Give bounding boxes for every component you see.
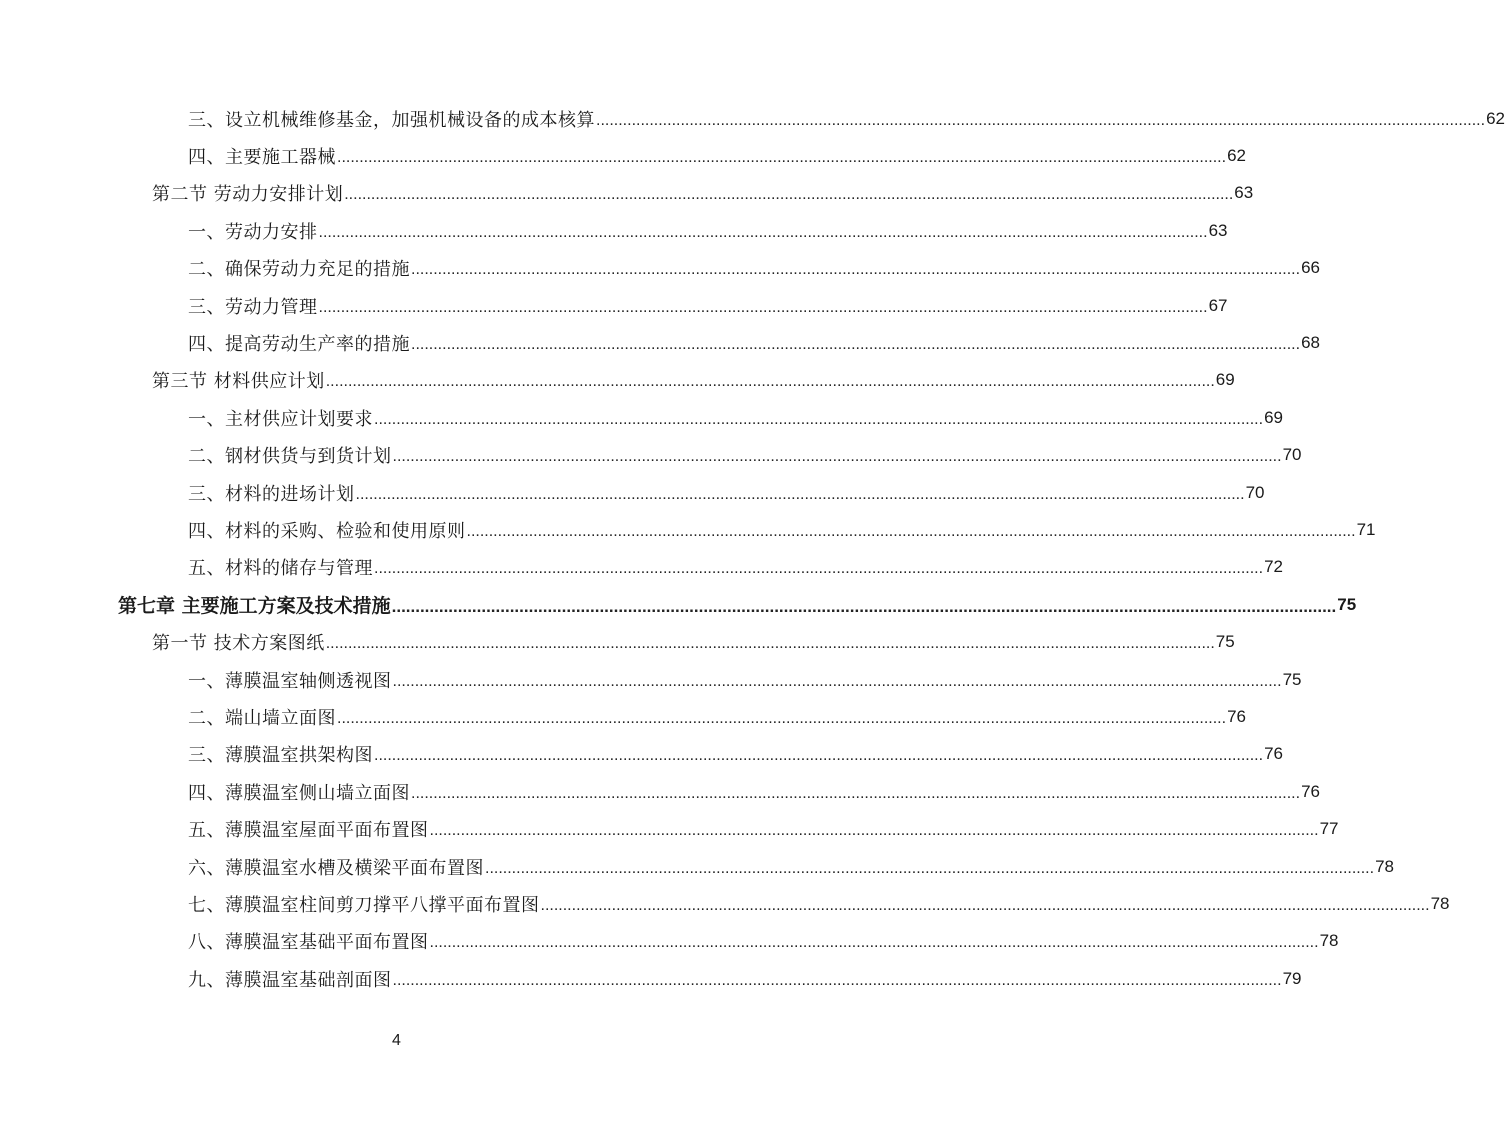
toc-entry-page: 70 bbox=[1245, 482, 1265, 502]
toc-leader-dots: ........................................................................................................................................................................................................ bbox=[429, 934, 1319, 952]
toc-entry-title: 四、提高劳动生产率的措施 bbox=[188, 333, 410, 355]
toc-leader-dots: ........................................................................................................................................................................................................ bbox=[466, 522, 1356, 540]
toc-entry-item[interactable] bbox=[188, 437, 1302, 474]
toc-entry-item[interactable] bbox=[188, 848, 1394, 885]
toc-entry-page: 70 bbox=[1282, 445, 1302, 465]
toc-entry-title: 二、确保劳动力充足的措施 bbox=[188, 259, 410, 281]
toc-entry-item[interactable] bbox=[188, 736, 1283, 773]
toc-entry-item[interactable] bbox=[188, 511, 1376, 548]
toc-entry-title: 五、材料的储存与管理 bbox=[188, 558, 373, 580]
toc-entry-page: 77 bbox=[1319, 819, 1339, 839]
toc-entry-item[interactable] bbox=[188, 250, 1320, 287]
toc-entry-page: 76 bbox=[1301, 781, 1320, 801]
toc-leader-dots: ........................................................................................................................................................................................................ bbox=[411, 335, 1301, 353]
toc-leader-dots: ........................................................................................................................................................................................................ bbox=[337, 709, 1227, 727]
toc-entry-item[interactable] bbox=[188, 960, 1302, 997]
toc-entry-title: 三、设立机械维修基金，加强机械设备的成本核算 bbox=[188, 109, 595, 131]
toc-entry-page: 69 bbox=[1215, 370, 1235, 390]
toc-leader-dots: ........................................................................................................................................................................................................ bbox=[337, 148, 1227, 166]
toc-entry-item[interactable] bbox=[188, 287, 1228, 324]
toc-entry-title: 第七章 主要施工方案及技术措施 bbox=[118, 595, 391, 618]
toc-entry-section[interactable] bbox=[152, 175, 1254, 212]
toc-entry-title: 四、材料的采购、检验和使用原则 bbox=[188, 520, 466, 542]
toc-entry-page: 75 bbox=[1282, 669, 1302, 689]
toc-entry-item[interactable] bbox=[188, 549, 1283, 586]
page-number: 4 bbox=[392, 1032, 401, 1049]
toc-leader-dots: ........................................................................................................................................................................................................ bbox=[485, 859, 1375, 877]
toc-entry-page: 63 bbox=[1208, 220, 1228, 240]
toc-entry-page: 67 bbox=[1208, 295, 1228, 315]
toc-entry-item[interactable] bbox=[188, 324, 1320, 361]
toc-leader-dots: ........................................................................................................................................................................................................ bbox=[540, 896, 1430, 914]
toc-leader-dots: ........................................................................................................................................................................................................ bbox=[325, 373, 1215, 391]
toc-entry-page: 75 bbox=[1337, 594, 1357, 614]
toc-leader-dots: ........................................................................................................................................................................................................ bbox=[392, 971, 1282, 989]
toc-leader-dots: ........................................................................................................................................................................................................ bbox=[325, 635, 1215, 653]
toc-leader-dots: ........................................................................................................................................................................................................ bbox=[318, 223, 1208, 241]
toc-entry-page: 69 bbox=[1264, 407, 1283, 427]
toc-entry-item[interactable] bbox=[188, 137, 1246, 174]
toc-entry-page: 62 bbox=[1227, 145, 1246, 165]
toc-entry-title: 九、薄膜温室基础剖面图 bbox=[188, 969, 392, 991]
toc-leader-dots: ........................................................................................................................................................................................................ bbox=[355, 485, 1245, 503]
toc-entry-page: 76 bbox=[1227, 706, 1246, 726]
toc-entry-title: 一、劳动力安排 bbox=[188, 221, 318, 243]
toc-entry-title: 二、端山墙立面图 bbox=[188, 707, 336, 729]
toc-entry-title: 七、薄膜温室柱间剪刀撑平八撑平面布置图 bbox=[188, 894, 540, 916]
toc-entry-page: 72 bbox=[1264, 557, 1283, 577]
toc-entry-item[interactable] bbox=[188, 811, 1339, 848]
toc-entry-title: 一、薄膜温室轴侧透视图 bbox=[188, 670, 392, 692]
toc-entry-section[interactable] bbox=[152, 624, 1235, 661]
toc-entry-title: 三、劳动力管理 bbox=[188, 296, 318, 318]
toc-leader-dots: ........................................................................................................................................................................................................ bbox=[374, 560, 1264, 578]
toc-leader-dots: ........................................................................................................................................................................................................ bbox=[344, 186, 1234, 204]
toc-entry-title: 三、材料的进场计划 bbox=[188, 483, 355, 505]
toc-entry-title: 五、薄膜温室屋面平面布置图 bbox=[188, 820, 429, 842]
toc-leader-dots: ........................................................................................................................................................................................................ bbox=[391, 596, 1337, 616]
toc-entry-item[interactable] bbox=[188, 923, 1339, 960]
toc-entry-page: 66 bbox=[1301, 258, 1320, 278]
toc-entry-title: 第二节 劳动力安排计划 bbox=[152, 184, 344, 206]
toc-entry-title: 四、薄膜温室侧山墙立面图 bbox=[188, 782, 410, 804]
toc-entry-title: 第三节 材料供应计划 bbox=[152, 371, 325, 393]
toc-entry-title: 六、薄膜温室水槽及横梁平面布置图 bbox=[188, 857, 484, 879]
toc-entry-section[interactable] bbox=[152, 362, 1235, 399]
toc-leader-dots: ........................................................................................................................................................................................................ bbox=[429, 822, 1319, 840]
toc-entry-item[interactable] bbox=[188, 698, 1246, 735]
toc-leader-dots: ........................................................................................................................................................................................................ bbox=[392, 448, 1282, 466]
toc-entry-page: 78 bbox=[1430, 893, 1450, 913]
toc-leader-dots: ........................................................................................................................................................................................................ bbox=[374, 747, 1264, 765]
toc-leader-dots: ........................................................................................................................................................................................................ bbox=[318, 298, 1208, 316]
toc-entry-title: 二、钢材供货与到货计划 bbox=[188, 446, 392, 468]
toc-entry-chapter[interactable] bbox=[118, 586, 1357, 623]
toc-entry-page: 68 bbox=[1301, 332, 1320, 352]
toc-leader-dots: ........................................................................................................................................................................................................ bbox=[374, 410, 1264, 428]
toc-entry-item[interactable] bbox=[188, 399, 1283, 436]
toc-entry-page: 75 bbox=[1215, 632, 1235, 652]
toc-entry-item[interactable] bbox=[188, 212, 1228, 249]
toc-entry-title: 三、薄膜温室拱架构图 bbox=[188, 745, 373, 767]
toc-entry-title: 一、主材供应计划要求 bbox=[188, 408, 373, 430]
toc-entry-item[interactable] bbox=[188, 661, 1302, 698]
toc-entry-item[interactable] bbox=[188, 885, 1450, 922]
toc-entry-item[interactable] bbox=[188, 100, 1505, 137]
toc-entry-page: 62 bbox=[1486, 108, 1505, 128]
toc-entry-page: 71 bbox=[1356, 519, 1376, 539]
toc-entry-page: 79 bbox=[1282, 968, 1302, 988]
toc-entry-item[interactable] bbox=[188, 773, 1320, 810]
toc-entry-title: 八、薄膜温室基础平面布置图 bbox=[188, 932, 429, 954]
toc-leader-dots: ........................................................................................................................................................................................................ bbox=[411, 784, 1301, 802]
toc-entry-page: 63 bbox=[1234, 183, 1254, 203]
toc-entry-page: 78 bbox=[1319, 931, 1339, 951]
toc-entry-title: 四、主要施工器械 bbox=[188, 146, 336, 168]
toc-leader-dots: ........................................................................................................................................................................................................ bbox=[392, 672, 1282, 690]
toc-leader-dots: ........................................................................................................................................................................................................ bbox=[596, 111, 1486, 129]
toc-entry-item[interactable] bbox=[188, 474, 1265, 511]
toc-leader-dots: ........................................................................................................................................................................................................ bbox=[411, 261, 1301, 279]
toc-entry-page: 78 bbox=[1375, 856, 1394, 876]
toc-entry-title: 第一节 技术方案图纸 bbox=[152, 633, 325, 655]
toc-entry-page: 76 bbox=[1264, 744, 1283, 764]
